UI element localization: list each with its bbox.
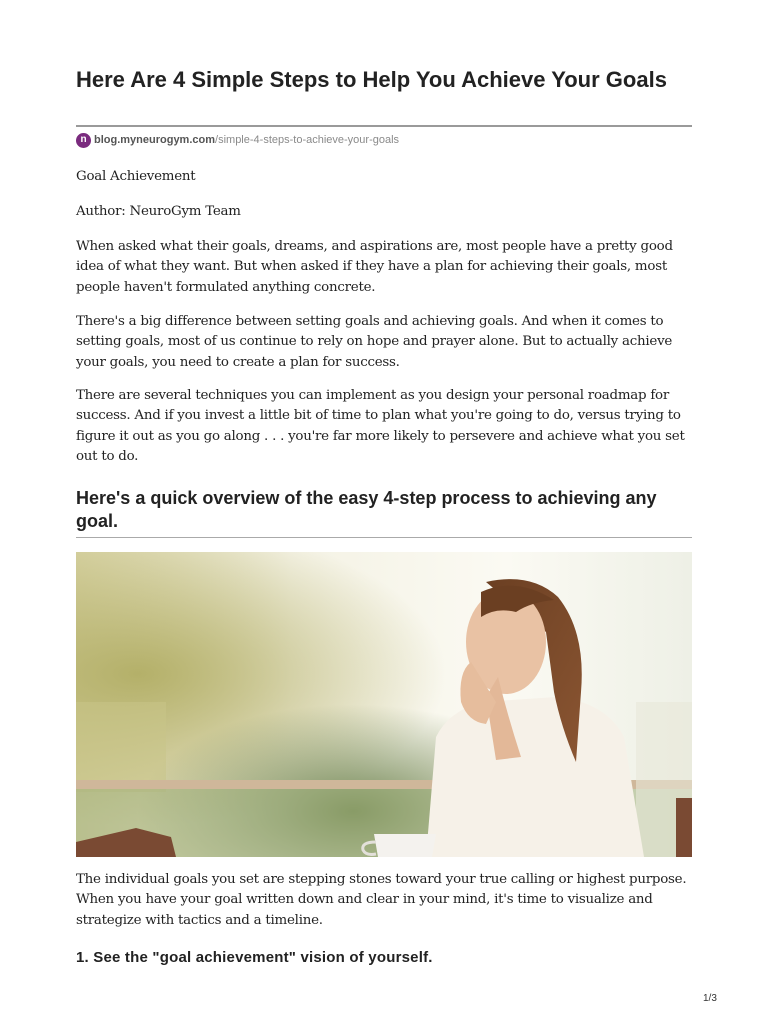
page-number: 1/3: [703, 993, 717, 1004]
intro-paragraph-2: There's a big difference between setting goals and achieving goals. And when it comes to setting goals, most of us continue to rely on hope and prayer alone. But to actually achieve your goals, you need to create a plan for success.: [76, 314, 673, 370]
intro-paragraph-3: There are several techniques you can implement as you design your personal roadmap for success. And if you invest a little bit of time to plan what you're going to do, versus trying to figure it out as you go along . . . you're far more likely to persevere and achieve what you set out to do.: [76, 388, 685, 464]
body-paragraph-after-image: The individual goals you set are stepping stones toward your true calling or highest purpose. When you have your goal written down and clear in your mind, it's time to visualize and strategize with tactics and a timeline.: [76, 872, 687, 928]
intro-paragraph-1: When asked what their goals, dreams, and aspirations are, most people have a pretty good idea of what they want. But when asked if they have a plan for achieving their goals, most people haven't formulated anything concrete.: [76, 239, 673, 295]
author-line: Author: NeuroGym Team: [76, 204, 241, 219]
section-divider: [76, 537, 692, 538]
category-label: Goal Achievement: [76, 169, 196, 184]
hero-photo-woman-cafe: [76, 552, 692, 857]
source-domain[interactable]: blog.myneurogym.com: [94, 134, 216, 146]
neurogym-logo-icon: n: [76, 133, 91, 148]
source-url[interactable]: [76, 131, 399, 149]
article-title: Here Are 4 Simple Steps to Help You Achieve Your Goals: [76, 67, 667, 92]
title-divider: [76, 125, 692, 127]
step-1-heading: 1. See the "goal achievement" vision of yourself.: [76, 949, 433, 966]
section-heading: Here's a quick overview of the easy 4-step process to achieving any goal.: [76, 488, 657, 531]
source-path[interactable]: /simple-4-steps-to-achieve-your-goals: [215, 134, 400, 146]
